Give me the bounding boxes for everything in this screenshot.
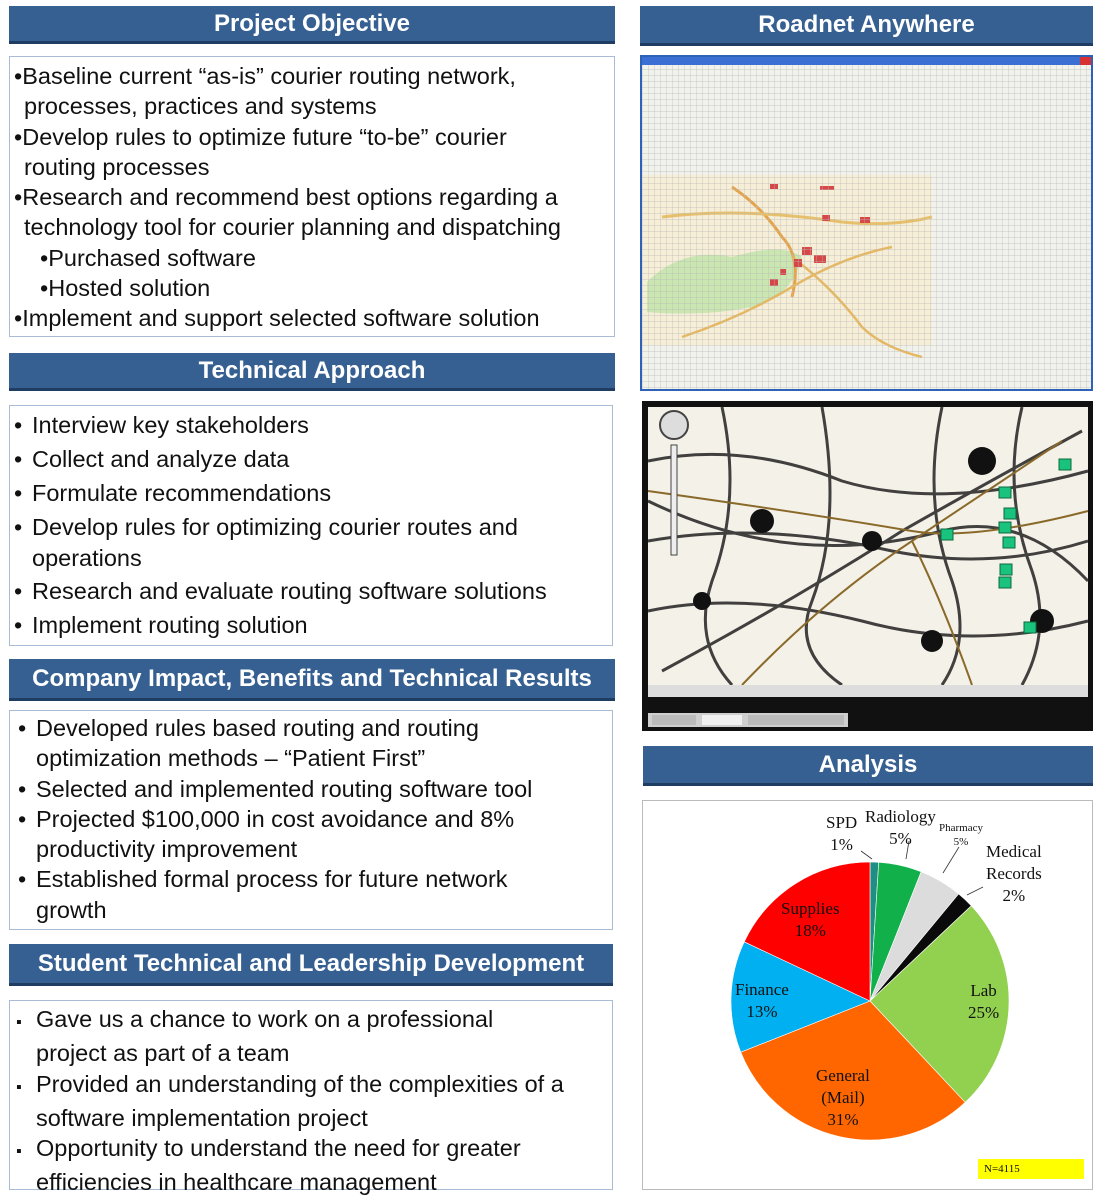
map-tab[interactable] (748, 715, 844, 725)
label-spd: SPD 1% (826, 813, 858, 854)
objective-line: processes, practices and systems (24, 93, 377, 120)
student-item-cont: efficiencies in healthcare management (36, 1169, 437, 1196)
map-nav-control[interactable] (660, 411, 688, 439)
label-pharmacy: Pharmacy 5% (939, 822, 983, 848)
square-bullet: ▪ (16, 1078, 22, 1096)
impact-title: Company Impact, Benefits and Technical Results (32, 664, 592, 692)
approach-item: • Implement routing solution (14, 608, 547, 642)
sample-size-text: N=4115 (984, 1163, 1020, 1175)
road-map-image (642, 401, 1093, 731)
approach-text (14, 408, 547, 642)
label-general: General (Mail) 31% (816, 1066, 870, 1129)
bullet: • (14, 446, 23, 472)
approach-title: Technical Approach (198, 356, 426, 384)
student-header (9, 944, 613, 986)
bullet: • (14, 514, 23, 540)
objective-line: •Develop rules to optimize future “to-be” courier (14, 123, 507, 150)
label-supplies: Supplies 18% (781, 899, 840, 940)
label-radiology: Radiology 5% (865, 807, 936, 848)
approach-item: • Formulate recommendations (14, 476, 547, 510)
impact-item-cont: growth (36, 896, 107, 923)
impact-header (9, 659, 615, 701)
roadnet-header (640, 6, 1093, 46)
impact-item: • Projected $100,000 in cost avoidance and 8% (18, 804, 532, 834)
leader-line (943, 847, 959, 873)
impact-item-cont: optimization methods – “Patient First” (36, 745, 426, 772)
objective-line: •Implement and support selected software solution (14, 305, 540, 332)
grid-map-image (642, 57, 1091, 389)
approach-item: • Research and evaluate routing software solutions (14, 574, 547, 608)
student-item: ▪ Opportunity to understand the need for greater (16, 1133, 564, 1167)
objective-title: Project Objective (213, 9, 411, 37)
impact-item: • Developed rules based routing and routing (18, 713, 532, 743)
bullet: • (14, 578, 23, 604)
leader-line (861, 851, 872, 859)
objective-text (14, 61, 561, 334)
student-item-cont: software implementation project (36, 1104, 368, 1131)
map-tab[interactable] (652, 715, 696, 725)
bullet: • (18, 805, 27, 832)
zoom-slider[interactable] (671, 445, 677, 555)
approach-item: • Develop rules for optimizing courier routes and (14, 510, 547, 543)
leader-line (967, 887, 983, 895)
student-item-cont: project as part of a team (36, 1040, 290, 1067)
approach-header (9, 353, 615, 391)
label-medical-records: Medical Records 2% (986, 842, 1042, 905)
bullet: • (18, 775, 27, 802)
objective-header (9, 6, 615, 44)
analysis-title: Analysis (818, 750, 918, 778)
sample-size-badge (978, 1159, 1084, 1179)
analysis-chart-box (642, 800, 1093, 1190)
objective-subline: •Hosted solution (40, 275, 211, 302)
objective-line: routing processes (24, 153, 210, 180)
square-bullet: ▪ (16, 1014, 22, 1031)
objective-line: •Baseline current “as-is” courier routing network, (14, 63, 516, 89)
impact-item: • Selected and implemented routing software tool (18, 774, 532, 804)
bullet: • (14, 612, 23, 638)
square-bullet: ▪ (16, 1143, 22, 1161)
student-text (16, 1004, 564, 1198)
bullet: • (14, 480, 23, 506)
student-item: ▪ Gave us a chance to work on a professional (16, 1004, 564, 1038)
student-item: ▪ Provided an understanding of the complexities of a (16, 1069, 564, 1103)
impact-item: • Established formal process for future network (18, 864, 532, 894)
road-map-screenshot (642, 401, 1093, 731)
bullet: • (14, 412, 23, 438)
analysis-header (643, 746, 1093, 786)
impact-item-cont: productivity improvement (36, 836, 298, 863)
objective-line: •Research and recommend best options regarding a (14, 184, 558, 211)
approach-item-cont: operations (32, 545, 142, 571)
label-finance: Finance 13% (735, 980, 789, 1021)
roadnet-title: Roadnet Anywhere (758, 10, 975, 38)
objective-line: technology tool for courier planning and dispatching (24, 214, 561, 241)
approach-item: • Collect and analyze data (14, 442, 547, 476)
label-lab: Lab 25% (968, 981, 1000, 1022)
bullet: • (18, 866, 27, 893)
objective-subline: •Purchased software (40, 244, 256, 271)
student-title: Student Technical and Leadership Development (37, 949, 585, 977)
roadnet-map-screenshot (640, 55, 1093, 391)
impact-text (18, 713, 532, 925)
bullet: • (18, 715, 27, 741)
approach-item: • Interview key stakeholders (14, 408, 547, 442)
map-tab[interactable] (702, 715, 742, 725)
